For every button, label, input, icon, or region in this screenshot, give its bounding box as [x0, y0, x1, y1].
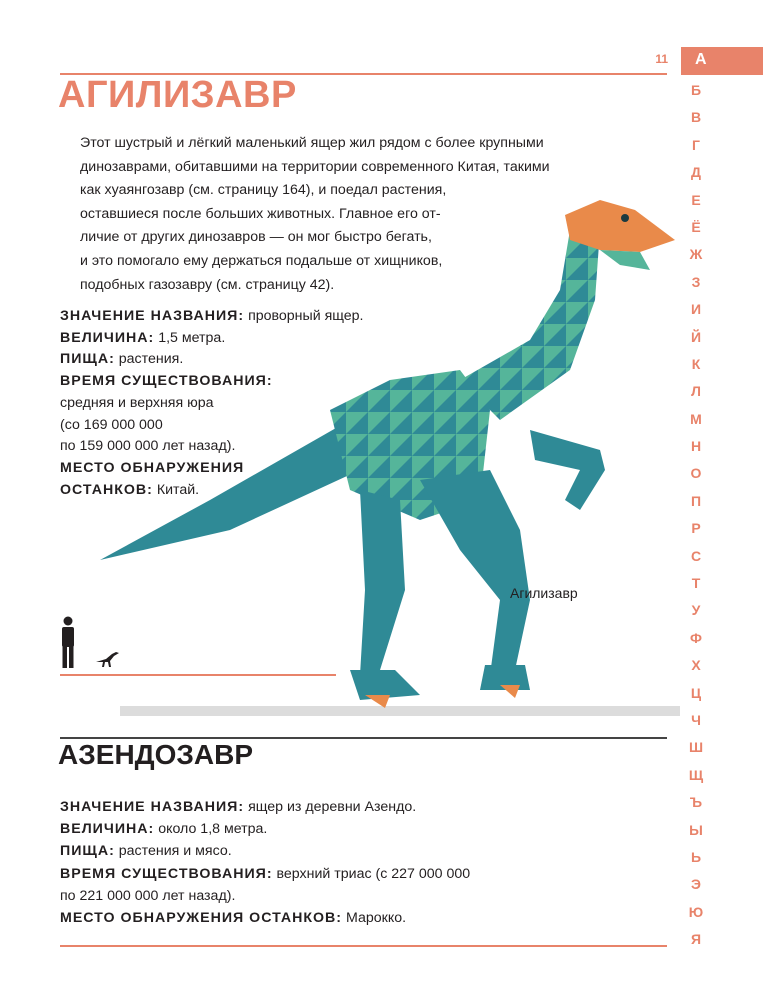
- alphabet-letter[interactable]: О: [690, 465, 702, 482]
- dino-back-leg: [360, 490, 405, 675]
- fact-place: [60, 907, 660, 929]
- fact-time: [60, 863, 660, 885]
- fact-meaning: [60, 796, 660, 818]
- intro-line: личие от других динозавров — он мог быстро бегать,: [80, 229, 432, 246]
- alphabet-letter[interactable]: Ф: [690, 629, 702, 646]
- scale-rule: [60, 674, 336, 676]
- alphabet-letter[interactable]: Н: [690, 438, 702, 455]
- intro-line: и это помогало ему держаться подальше от хищников,: [80, 252, 443, 269]
- dino-front-leg: [420, 470, 530, 675]
- alphabet-letter[interactable]: З: [691, 273, 701, 290]
- dino-tail: [100, 420, 360, 560]
- alphabet-letter[interactable]: Х: [691, 657, 701, 674]
- fact-label: МЕСТО ОБНАРУЖЕНИЯ: [60, 459, 245, 476]
- alphabet-letter[interactable]: Л: [691, 383, 701, 400]
- alphabet-letter[interactable]: Ш: [688, 739, 704, 756]
- alphabet-letter[interactable]: Й: [690, 328, 702, 345]
- alphabet-letter[interactable]: Ч: [691, 711, 701, 728]
- alphabet-letter[interactable]: Ъ: [689, 794, 703, 811]
- fact-value: 1,5 метра.: [158, 329, 226, 346]
- fact-label: ЗНАЧЕНИЕ НАЗВАНИЯ:: [60, 799, 245, 815]
- alphabet-letter[interactable]: К: [691, 355, 701, 372]
- fact-label: МЕСТО ОБНАРУЖЕНИЯ ОСТАНКОВ:: [60, 910, 343, 927]
- page-number: 11: [655, 52, 668, 66]
- alphabet-letter[interactable]: У: [691, 602, 701, 619]
- alphabet-letter[interactable]: Г: [692, 136, 700, 153]
- alphabet-letter[interactable]: Я: [690, 931, 702, 948]
- fact-value: растения.: [118, 351, 184, 368]
- alphabet-letter[interactable]: П: [690, 492, 702, 509]
- fact-size: [60, 818, 660, 840]
- dino-jaw: [600, 250, 650, 270]
- dino-claw: [500, 685, 520, 698]
- fact-value: растения и мясо.: [118, 843, 232, 860]
- alphabet-tab-active[interactable]: [681, 47, 763, 75]
- agilisaurus-illustration: [60, 170, 700, 730]
- fact-value-line: по 221 000 000 лет назад).: [60, 887, 236, 904]
- intro-line: как хуаянгозавр (см. страницу 164), и поедал растения,: [80, 182, 447, 199]
- fact-value: проворный ящер.: [248, 308, 364, 324]
- fact-value: около 1,8 метра.: [158, 821, 268, 838]
- alphabet-letter[interactable]: Е: [691, 191, 701, 208]
- dino-neck: [460, 230, 600, 420]
- fact-label: ПИЩА:: [60, 843, 115, 860]
- fact-label: ВРЕМЯ СУЩЕСТВОВАНИЯ:: [60, 865, 273, 882]
- fact-label: ВЕЛИЧИНА:: [60, 329, 155, 346]
- mini-dinosaur-icon: [96, 650, 120, 668]
- fact-label: ВЕЛИЧИНА:: [60, 821, 155, 838]
- fact-label: ЗНАЧЕНИЕ НАЗВАНИЯ:: [60, 308, 245, 324]
- alphabet-active-letter: А: [695, 51, 707, 68]
- alphabet-letter[interactable]: Э: [691, 876, 701, 893]
- fact-label: ОСТАНКОВ:: [60, 481, 153, 498]
- fact-value-line: по 159 000 000 лет назад).: [60, 438, 236, 455]
- ground-shadow: [120, 706, 680, 716]
- alphabet-letter[interactable]: Ж: [689, 246, 703, 263]
- fact-value-line: (со 169 000 000: [60, 416, 163, 433]
- alphabet-letter[interactable]: Ь: [690, 848, 702, 865]
- entry-title-agilisaurus: АГИЛИЗАВР: [58, 74, 297, 116]
- intro-line: Этот шустрый и лёгкий маленький ящер жил рядом с более крупными: [80, 135, 544, 151]
- fact-value: верхний триас (с 227 000 000: [276, 865, 471, 882]
- fact-value: ящер из деревни Азендо.: [248, 799, 417, 815]
- fact-value: Марокко.: [345, 910, 407, 927]
- dino-arm: [530, 430, 605, 510]
- bottom-rule: [60, 945, 667, 947]
- alphabet-letter[interactable]: Р: [691, 520, 701, 537]
- dino-eye: [621, 214, 629, 222]
- alphabet-letter[interactable]: Ц: [690, 684, 702, 701]
- entry-facts-azendohsaurus: [60, 796, 660, 929]
- illustration-caption: Агилизавр: [510, 585, 578, 601]
- intro-line: динозаврами, обитавшими на территории современного Китая, такими: [80, 158, 550, 175]
- alphabet-letter[interactable]: Ы: [689, 821, 703, 838]
- intro-line: подобных газозавру (см. страницу 42).: [80, 276, 335, 293]
- fact-value-line: средняя и верхняя юра: [60, 394, 214, 411]
- alphabet-letter[interactable]: Ё: [691, 218, 701, 235]
- fact-label: ВРЕМЯ СУЩЕСТВОВАНИЯ:: [60, 373, 273, 390]
- alphabet-letter[interactable]: В: [690, 109, 702, 126]
- alphabet-letter[interactable]: С: [690, 547, 702, 564]
- entry-title-azendohsaurus: АЗЕНДОЗАВР: [58, 739, 254, 770]
- alphabet-letter[interactable]: М: [690, 410, 702, 427]
- alphabet-letter[interactable]: Т: [691, 575, 701, 592]
- alphabet-letter[interactable]: Ю: [688, 903, 704, 920]
- alphabet-letter[interactable]: И: [690, 301, 702, 318]
- alphabet-letter[interactable]: Щ: [688, 766, 704, 783]
- fact-value: Китай.: [156, 481, 200, 498]
- fact-label: ПИЩА:: [60, 351, 115, 368]
- alphabet-letter[interactable]: Б: [690, 82, 702, 98]
- alphabet-letter[interactable]: Д: [691, 164, 701, 181]
- intro-line: оставшиеся после больших животных. Главное его от-: [80, 205, 441, 222]
- fact-food: [60, 840, 660, 862]
- human-silhouette-icon: [58, 616, 78, 668]
